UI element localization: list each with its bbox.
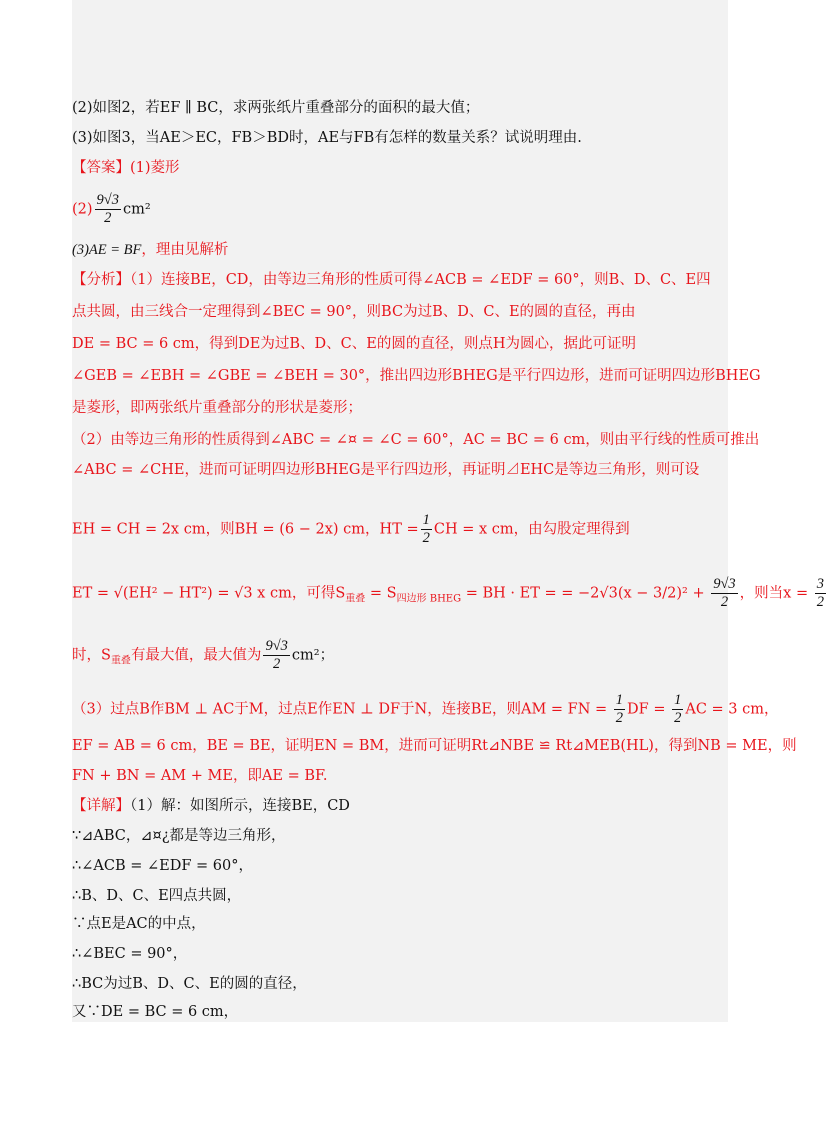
detail-line-1 [72, 796, 728, 816]
analysis-9-c: = BH · ET = = −2√3(x − 3/2)² + [461, 585, 710, 602]
answer-2-fraction [95, 192, 121, 227]
fraction-numerator: 1 [422, 512, 430, 528]
detail-line-4: ∴B、D、C、E四点共圆， [72, 888, 242, 904]
fraction-denominator: 2 [273, 656, 281, 672]
fraction-denominator: 2 [615, 710, 624, 726]
analysis-11-b: DF = [627, 701, 671, 718]
analysis-9-a: ET = √(EH² − HT²) = √3 x cm，可得S [72, 585, 346, 602]
analysis-10-sub: 重叠 [110, 655, 131, 667]
fraction-numerator: 9√3 [96, 192, 120, 208]
fraction-numerator: 1 [615, 692, 624, 708]
analysis-9-fraction [711, 576, 737, 611]
analysis-11-c: AC = 3 cm， [685, 701, 779, 718]
answer-line-2 [72, 192, 728, 227]
analysis-11-fraction-1 [614, 692, 625, 727]
analysis-9-x-fraction [815, 576, 826, 611]
analysis-line-9 [72, 576, 824, 611]
fraction-numerator: 3 [816, 576, 824, 592]
detail-line-8: 又∵DE = BC = 6 cm， [72, 1004, 239, 1020]
fraction-denominator: 2 [104, 210, 112, 226]
detail-1-text: （1）解：如图所示，连接BE，CD [130, 798, 350, 814]
analysis-10-c: cm²； [291, 647, 335, 664]
fraction-denominator: 2 [422, 530, 430, 546]
analysis-line-12: EF = AB = 6 cm，BE = BE，证明EN = BM，进而可证明Rt⊿NBE ≌ Rt⊿MEB(HL)，得到NB = ME，则 [72, 738, 797, 754]
answer-2-unit: cm² [123, 201, 151, 218]
fraction-denominator: 2 [674, 710, 682, 726]
analysis-line-2: 点共圆，由三线合一定理得到∠BEC = 90°，则BC为过B、D、C、E的圆的直径，再由 [72, 304, 636, 320]
answer-line-1 [72, 158, 728, 178]
analysis-9-b: = S [365, 585, 397, 602]
fraction-denominator: 2 [816, 594, 824, 610]
answer-3-text: ，理由见解析 [141, 242, 229, 258]
fraction-denominator: 2 [720, 594, 729, 610]
answer-1: (1)菱形 [130, 160, 180, 176]
analysis-line-3: DE = BC = 6 cm，得到DE为过B、D、C、E的圆的直径，则点H为圆心，据此可证明 [72, 336, 636, 352]
analysis-line-4: ∠GEB = ∠EBH = ∠GBE = ∠BEH = 30°，推出四边形BHEG是平行四边形，进而可证明四边形BHEG [72, 368, 761, 384]
detail-line-3: ∴∠ACB = ∠EDF = 60°， [72, 858, 253, 874]
analysis-line-10 [72, 638, 728, 673]
fraction-numerator: 9√3 [265, 638, 288, 654]
analysis-line-1: 【分析】（1）连接BE，CD，由等边三角形的性质可得∠ACB = ∠EDF = 60°，则B、D、C、E四 [72, 272, 711, 288]
analysis-9-sub-1: 重叠 [345, 593, 366, 605]
answer-label: 【答案】 [72, 160, 130, 176]
analysis-line-5: 是菱形，即两张纸片重叠部分的形状是菱形； [72, 400, 362, 416]
fraction-numerator: 9√3 [713, 576, 736, 592]
detail-line-6: ∴∠BEC = 90°， [72, 946, 188, 962]
detail-line-5: ∵点E是AC的中点， [72, 916, 206, 932]
analysis-line-7: ∠ABC = ∠CHE，进而可证明四边形BHEG是平行四边形，再证明⊿EHC是等边三角形，则可设 [72, 462, 700, 478]
analysis-line-11 [72, 692, 779, 727]
answer-line-3 [72, 240, 728, 260]
detail-line-7: ∴BC为过B、D、C、E的圆的直径， [72, 976, 307, 992]
analysis-line-6: （2）由等边三角形的性质得到∠ABC = ∠¤ = ∠C = 60°，AC = BC = 6 cm，则由平行线的性质可推出 [72, 432, 760, 448]
analysis-line-13: FN + BN = AM + ME，即AE = BF. [72, 768, 328, 784]
analysis-10-fraction [263, 638, 289, 673]
analysis-9-sub-2: 四边形 BHEG [396, 593, 462, 605]
analysis-8-fraction [421, 512, 432, 547]
analysis-10-a: 时，S [72, 647, 111, 664]
question-2: (2)如图2，若EF ∥ BC，求两张纸片重叠部分的面积的最大值； [72, 100, 480, 116]
analysis-9-d: ，则当x = [739, 585, 813, 602]
question-3: (3)如图3，当AE＞EC，FB＞BD时，AE与FB有怎样的数量关系？试说明理由. [72, 130, 582, 146]
answer-3-math: (3)AE = BF [72, 242, 142, 258]
analysis-11-fraction-2 [672, 692, 683, 727]
fraction-numerator: 1 [674, 692, 682, 708]
answer-2-prefix: (2) [72, 201, 93, 218]
detail-line-2: ∵⊿ABC，⊿¤¿都是等边三角形， [72, 828, 286, 844]
detail-label: 【详解】 [72, 798, 130, 814]
document-page [72, 0, 824, 1022]
analysis-line-8 [72, 512, 728, 547]
analysis-11-a: （3）过点B作BM ⊥ AC于M，过点E作EN ⊥ DF于N，连接BE，则AM = FN = [72, 701, 612, 718]
analysis-10-b: 有最大值，最大值为 [130, 647, 262, 664]
analysis-8-b: CH = x cm，由勾股定理得到 [433, 521, 630, 538]
analysis-8-a: EH = CH = 2x cm，则BH = (6 − 2x) cm，HT = [72, 521, 419, 538]
